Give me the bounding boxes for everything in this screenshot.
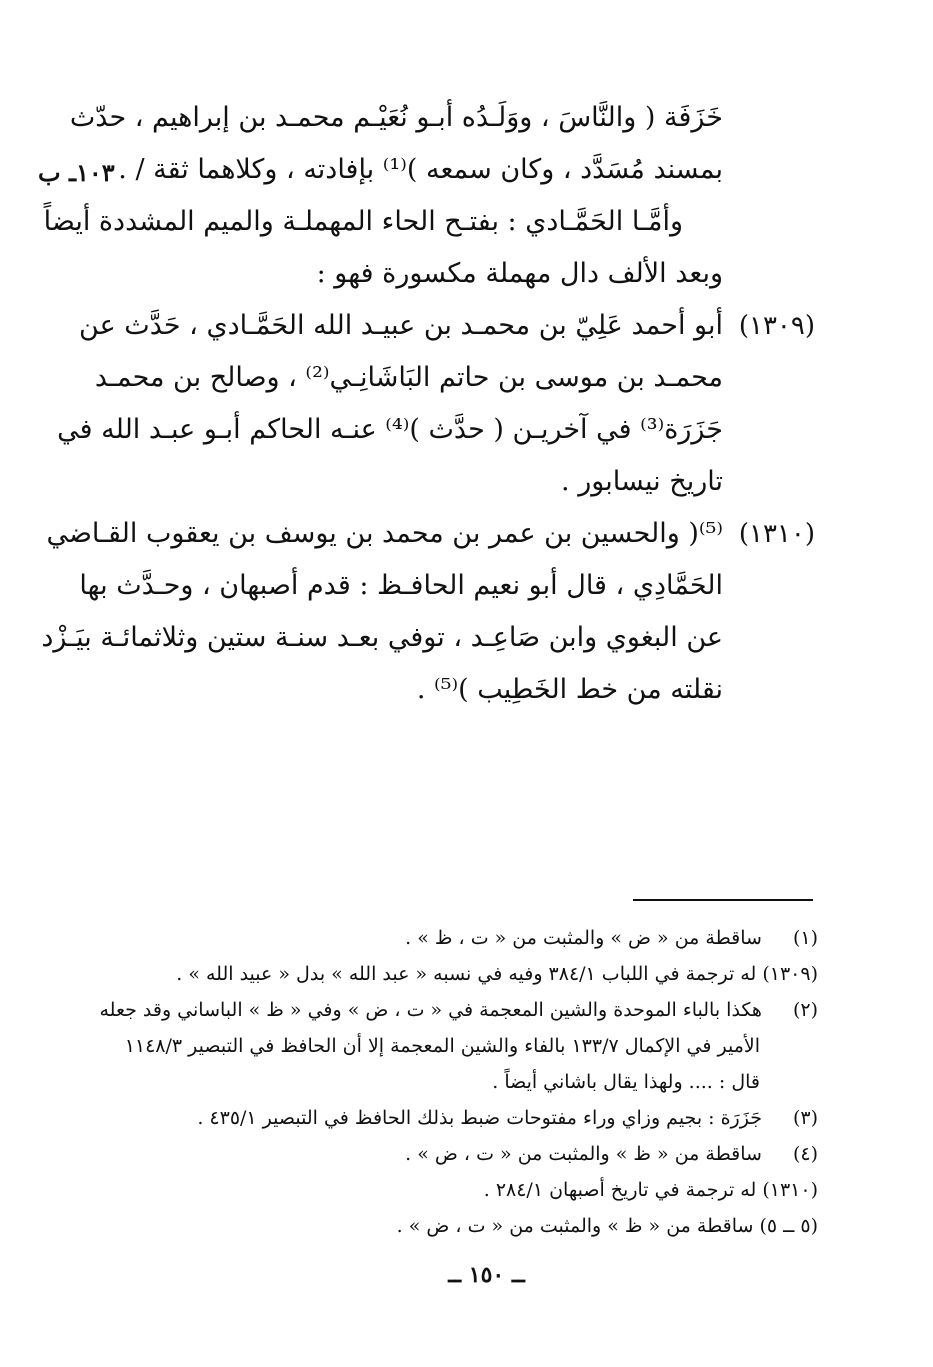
footnote-label: (١)	[792, 927, 818, 949]
footnote	[68, 992, 818, 1028]
page-number: ــ ١٥٠ ــ	[448, 1262, 525, 1288]
footnote-label: (٣)	[792, 1107, 818, 1129]
footnotes-block	[68, 920, 818, 1244]
footnote	[68, 956, 818, 992]
entry-1310	[41, 508, 815, 716]
entry-line: أبو أحمد عَلِيّ بن محمـد بن عبيـد الله الحَمَّـادي ، حَدَّث عن	[79, 310, 723, 341]
entry-line: الحَمَّادِي ، قال أبو نعيم الحافـظ : قدم أصبهان ، وحـدَّث بها	[79, 570, 723, 601]
entry-line: نقلته من خط الخَطِيب )⁽⁵⁾ .	[416, 674, 723, 705]
footnote-continuation: الأمير في الإكمال ١٣٣/٧ بالفاء والشين المعجمة إلا أن الحافظ في التبصير ١١٤٨/٣	[124, 1035, 760, 1057]
footnote-text: ساقطة من « ض » والمثبت من « ت ، ظ » .	[405, 927, 762, 949]
entry-line: جَزَرَة⁽³⁾ في آخريـن ( حدَّث )⁽⁴⁾ عنـه الحاكم أبـو عبـد الله في	[57, 414, 723, 445]
footnote-continuation: قال : .... ولهذا يقال باشاني أيضاً .	[492, 1071, 760, 1093]
entry-line: عن البغوي وابن صَاعِـد ، توفي بعـد سنـة ستين وثلاثمائـة بيَـزْد	[41, 622, 723, 653]
footnote-label: (٥ ــ ٥)	[759, 1215, 818, 1237]
footnote-label: (٤)	[792, 1143, 818, 1165]
footnote-label: (٢)	[792, 999, 818, 1021]
entry-line: ⁽⁵⁾( والحسين بن عمر بن محمد بن يوسف بن يعقوب القـاضي	[46, 518, 723, 549]
paragraph-line: وبعد الألف دال مهملة مكسورة فهو :	[316, 258, 723, 289]
footnote	[68, 920, 818, 956]
footnote	[68, 1172, 818, 1208]
entry-number: (١٣١٠)	[738, 519, 815, 549]
footnote-text: هكذا بالباء الموحدة والشين المعجمة في « ت ، ض » وفي « ظ » الباساني وقد جعله	[99, 999, 762, 1021]
entry-number: (١٣٠٩)	[738, 311, 815, 341]
footnote-text: ساقطة من « ظ » والمثبت من « ت ، ض » .	[396, 1215, 754, 1237]
entry-line: محمـد بن موسى بن حاتم البَاشَانِـي⁽²⁾ ، وصالح بن محمـد	[94, 362, 723, 393]
paragraph-line: وأمَّـا الحَمَّـادي : بفتـح الحاء المهملـة والميم المشددة أيضاً	[43, 206, 683, 237]
intro-line: بمسند مُسَدَّد ، وكان سمعه )⁽¹⁾ بإفادته ، وكلاهما ثقة / .	[118, 154, 723, 185]
entry-1309	[57, 300, 815, 508]
footnote	[68, 1208, 818, 1244]
footnote	[68, 1100, 818, 1136]
footnote-label: (١٣١٠)	[762, 1179, 818, 1201]
entry-line: تاريخ نيسابور .	[561, 466, 723, 497]
margin-folio-note: ١٠٣ـ ب	[38, 158, 115, 187]
intro-line: خَزَفَة ( والنَّاسَ ، ووَلَـدُه أبـو نُعَيْـم محمـد بن إبراهيم ، حدّث	[69, 102, 723, 133]
footnote-separator	[633, 899, 813, 901]
footnote-text: له ترجمة في اللباب ٣٨٤/١ وفيه في نسبه « عبد الله » بدل « عبيد الله » .	[176, 963, 757, 985]
footnote	[68, 1136, 818, 1172]
footnote-label: (١٣٠٩)	[762, 963, 818, 985]
footnote-text: جَزَرَة : بجيم وزاي وراء مفتوحات ضبط بذلك الحافظ في التبصير ٤٣٥/١ .	[197, 1107, 762, 1129]
footnote-text: ساقطة من « ظ » والمثبت من « ت ، ض » .	[405, 1143, 762, 1165]
footnote-text: له ترجمة في تاريخ أصبهان ٢٨٤/١ .	[483, 1179, 757, 1201]
